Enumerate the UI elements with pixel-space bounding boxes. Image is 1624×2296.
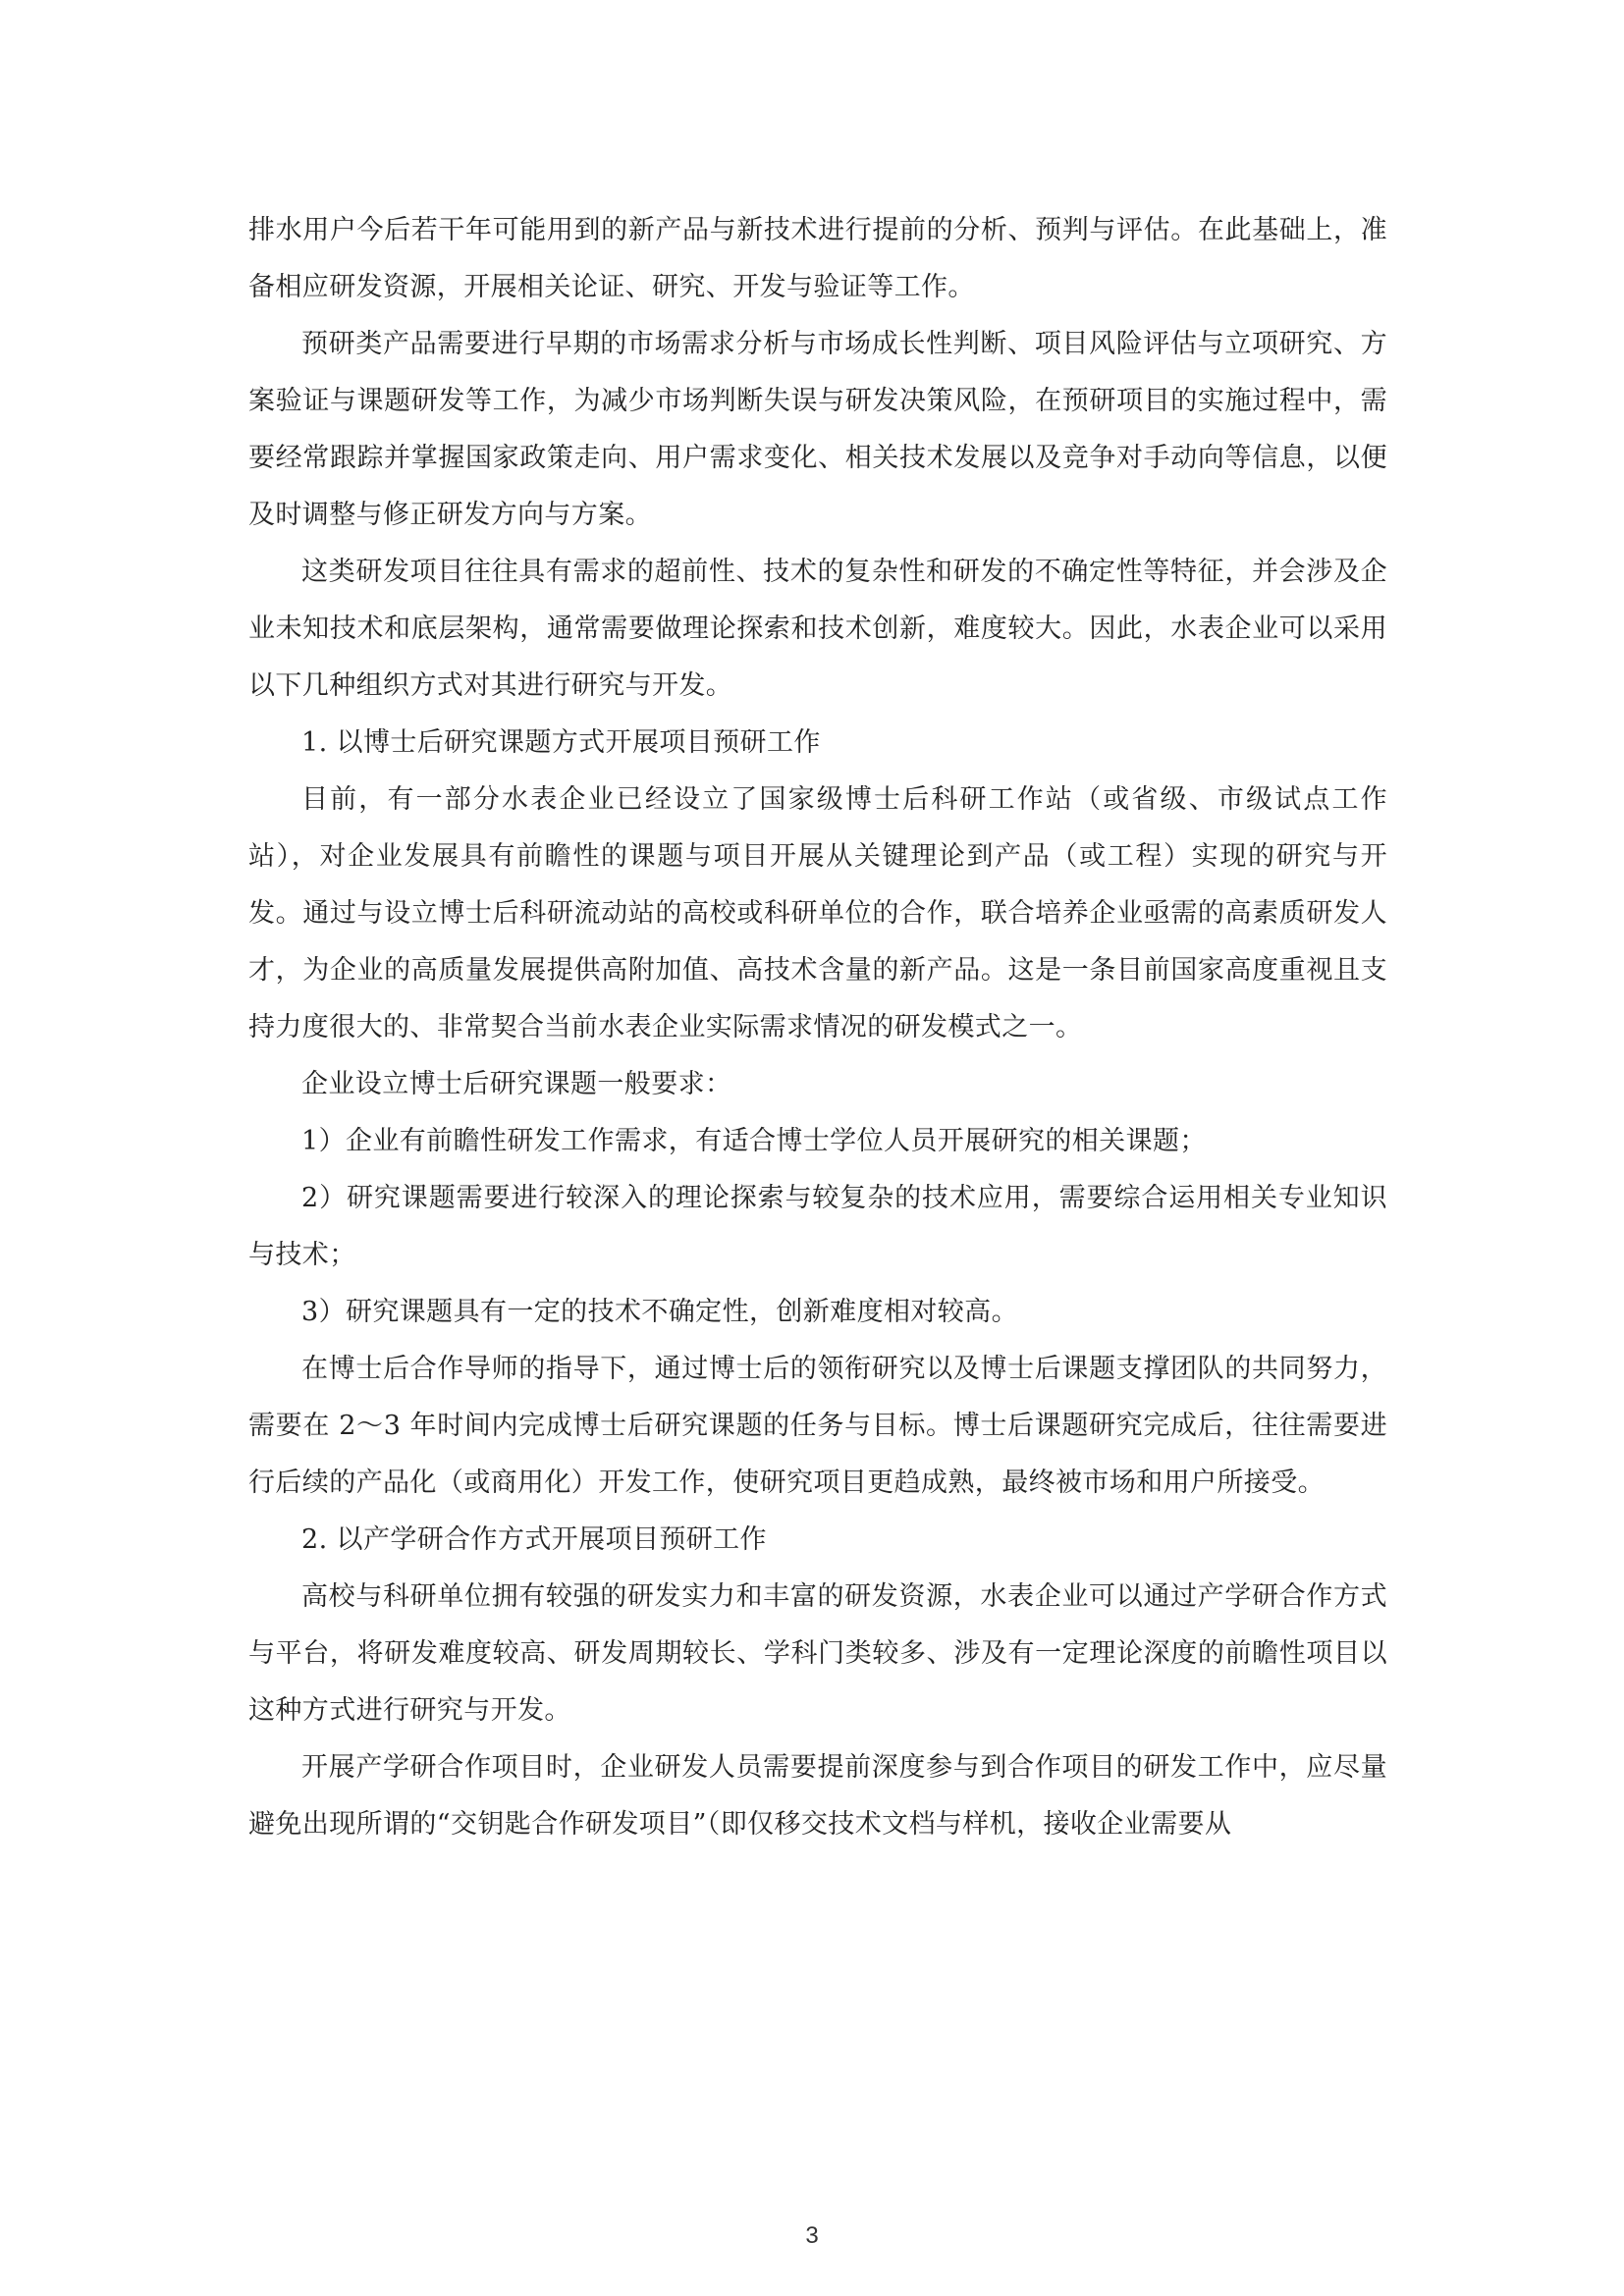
paragraph: 在博士后合作导师的指导下，通过博士后的领衔研究以及博士后课题支撑团队的共同努力，需要在 2～3 年时间内完成博士后研究课题的任务与目标。博士后课题研究完成后，往往需要进行后续的产品化（或商用化）开发工作，使研究项目更趋成熟，最终被市场和用户所接受。 <box>248 1354 1387 1498</box>
body-text <box>248 202 1387 1853</box>
paragraph: 预研类产品需要进行早期的市场需求分析与市场成长性判断、项目风险评估与立项研究、方案验证与课题研发等工作，为减少市场判断失误与研发决策风险，在预研项目的实施过程中，需要经常跟踪并掌握国家政策走向、用户需求变化、相关技术发展以及竞争对手动向等信息，以便及时调整与修正研发方向与方案。 <box>248 329 1387 530</box>
section-heading: 2. 以产学研合作方式开展项目预研工作 <box>301 1524 767 1555</box>
page-number: 3 <box>805 2222 819 2249</box>
paragraph: 企业设立博士后研究课题一般要求： <box>301 1069 732 1099</box>
paragraph: 目前，有一部分水表企业已经设立了国家级博士后科研工作站（或省级、市级试点工作站），对企业发展具有前瞻性的课题与项目开展从关键理论到产品（或工程）实现的研究与开发。通过与设立博士后科研流动站的高校或科研单位的合作，联合培养企业亟需的高素质研发人才，为企业的高质量发展提供高附加值、高技术含量的新产品。这是一条目前国家高度重视且支持力度很大的、非常契合当前水表企业实际需求情况的研发模式之一。 <box>248 784 1387 1042</box>
list-item: 1）企业有前瞻性研发工作需求，有适合博士学位人员开展研究的相关课题； <box>301 1126 1207 1156</box>
paragraph: 这类研发项目往往具有需求的超前性、技术的复杂性和研发的不确定性等特征，并会涉及企业未知技术和底层架构，通常需要做理论探索和技术创新，难度较大。因此，水表企业可以采用以下几种组织方式对其进行研究与开发。 <box>248 557 1387 701</box>
section-heading: 1. 以博士后研究课题方式开展项目预研工作 <box>301 727 821 758</box>
list-item: 3）研究课题具有一定的技术不确定性，创新难度相对较高。 <box>301 1297 1018 1327</box>
paragraph-continued: 排水用户今后若干年可能用到的新产品与新技术进行提前的分析、预判与评估。在此基础上，准备相应研发资源，开展相关论证、研究、开发与验证等工作。 <box>248 215 1387 302</box>
paragraph: 开展产学研合作项目时，企业研发人员需要提前深度参与到合作项目的研发工作中，应尽量避免出现所谓的“交钥匙合作研发项目”（即仅移交技术文档与样机，接收企业需要从 <box>248 1752 1387 1840</box>
paragraph: 高校与科研单位拥有较强的研发实力和丰富的研发资源，水表企业可以通过产学研合作方式与平台，将研发难度较高、研发周期较长、学科门类较多、涉及有一定理论深度的前瞻性项目以这种方式进行研究与开发。 <box>248 1581 1387 1726</box>
list-item: 2）研究课题需要进行较深入的理论探索与较复杂的技术应用，需要综合运用相关专业知识与技术； <box>248 1183 1387 1270</box>
